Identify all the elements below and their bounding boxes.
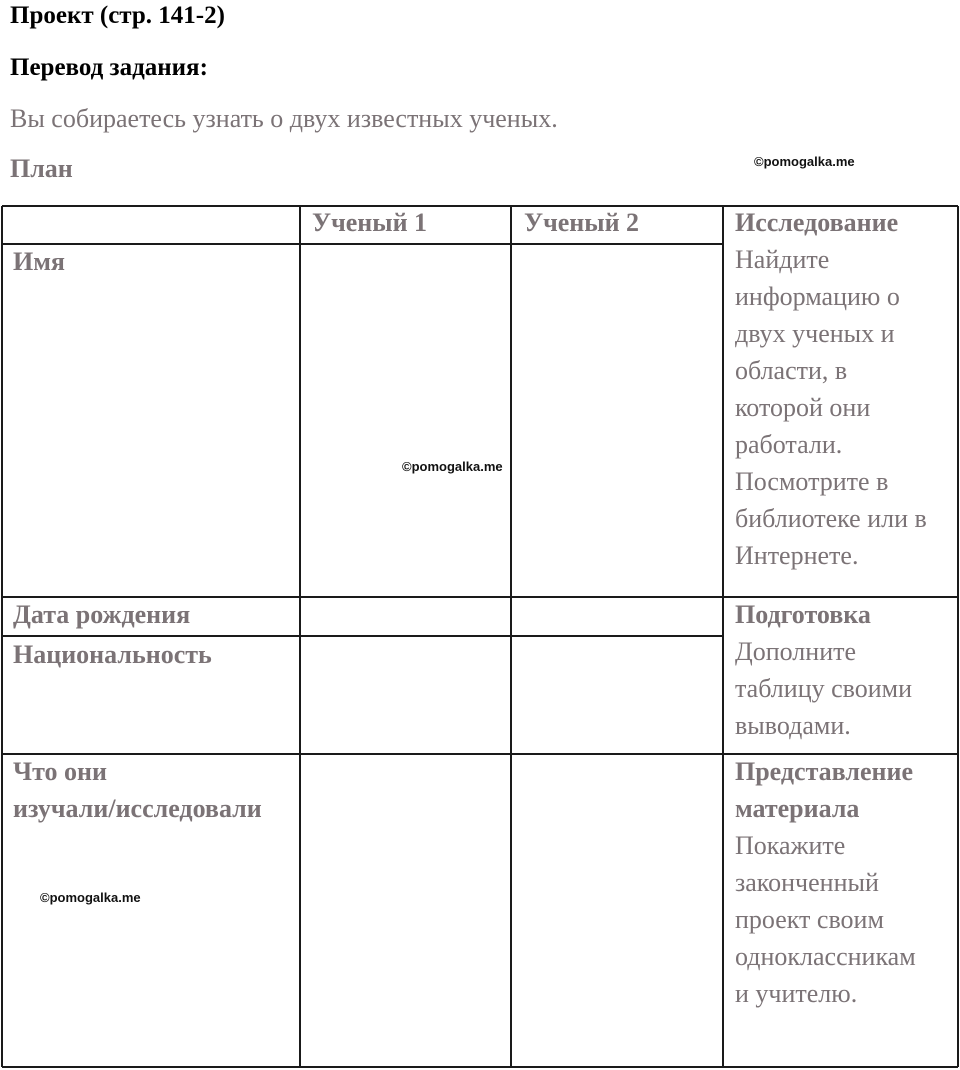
task-translation-heading: Перевод задания: <box>10 54 208 81</box>
presentation-title-line-1: Представление <box>735 757 913 786</box>
preparation-title: Подготовка <box>735 600 871 629</box>
presentation-title-line-2: материала <box>735 794 860 823</box>
research-line: информацию о <box>735 282 900 311</box>
row-label-studied-line-2: изучали/исследовали <box>13 794 262 823</box>
research-instructions <box>735 241 927 574</box>
task-intro-text: Вы собираетесь узнать о двух известных ученых. <box>10 104 558 133</box>
presentation-section <box>735 753 916 1012</box>
presentation-line: одноклассникам <box>735 942 916 971</box>
research-line: двух ученых и <box>735 319 895 348</box>
research-line: области, в <box>735 356 848 385</box>
research-line: Интернете. <box>735 541 859 570</box>
page-title: Проект (стр. 141-2) <box>10 2 225 29</box>
row-label-nationality: Национальность <box>13 640 212 669</box>
preparation-line: Дополните <box>735 637 857 666</box>
watermark-top: ©pomogalka.me <box>754 154 855 169</box>
row-label-studied-line-1: Что они <box>13 757 107 786</box>
preparation-section <box>735 596 912 744</box>
preparation-line: таблицу своими <box>735 674 913 703</box>
row-label-name: Имя <box>13 247 65 276</box>
research-line: библиотеке или в <box>735 504 927 533</box>
row-label-birth-date: Дата рождения <box>13 600 191 629</box>
research-line: Посмотрите в <box>735 467 889 496</box>
column-header-scientist-1: Ученый 1 <box>312 208 428 237</box>
research-line: Найдите <box>735 245 830 274</box>
research-line: которой они <box>735 393 871 422</box>
preparation-line: выводами. <box>735 711 851 740</box>
plan-heading: План <box>10 154 73 183</box>
presentation-line: законченный <box>735 868 879 897</box>
watermark-bottom: ©pomogalka.me <box>40 890 141 905</box>
presentation-line: Покажите <box>735 831 846 860</box>
column-header-scientist-2: Ученый 2 <box>524 208 640 237</box>
watermark-middle: ©pomogalka.me <box>402 459 503 474</box>
research-line: работали. <box>735 430 843 459</box>
presentation-line: и учителю. <box>735 979 858 1008</box>
presentation-line: проект своим <box>735 905 884 934</box>
column-header-research: Исследование <box>735 208 899 237</box>
row-label-studied <box>13 753 262 827</box>
